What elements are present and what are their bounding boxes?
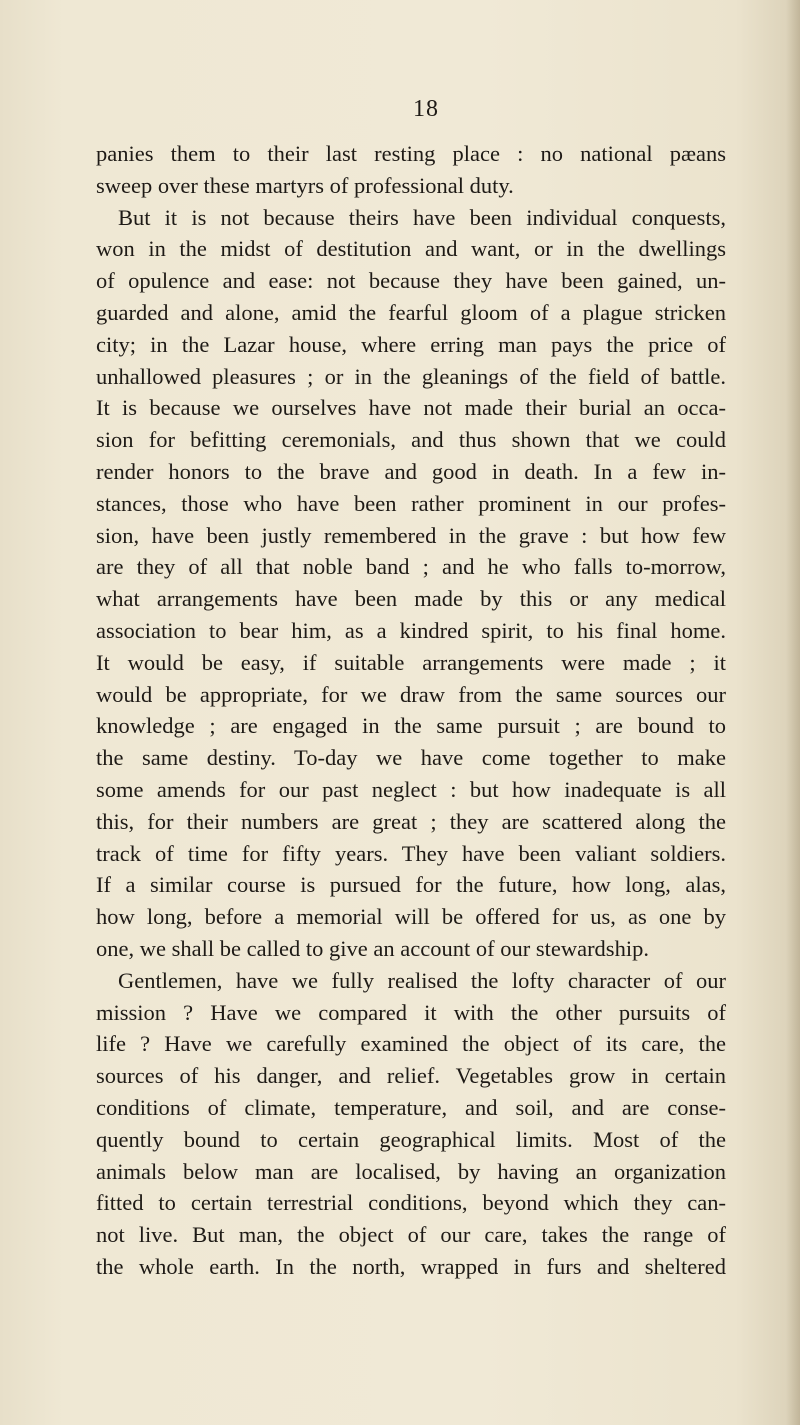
text-line: life ? Have we carefully examined the object of its care, the: [96, 1031, 726, 1057]
text-line: would be appropriate, for we draw from the same sources our: [96, 681, 726, 707]
text-line: of opulence and ease: not because they have been gained, un-: [96, 268, 726, 294]
text-line: the same destiny. To-day we have come together to make: [96, 745, 726, 771]
text-line: panies them to their last resting place : no national pæans: [96, 141, 726, 166]
text-line: But it is not because theirs have been individual conquests,: [118, 204, 726, 230]
text-line: are they of all that noble band ; and he who falls to-morrow,: [96, 554, 726, 580]
text-line: Gentlemen, have we fully realised the lofty character of our: [118, 967, 726, 993]
page-edge-shadow: [786, 0, 800, 1425]
body-text: [96, 138, 726, 1283]
text-line: sweep over these martyrs of professional duty.: [96, 172, 514, 198]
text-line: won in the midst of destitution and want, or in the dwellings: [96, 236, 726, 262]
text-line: what arrangements have been made by this or any medical: [96, 586, 726, 612]
text-line: quently bound to certain geographical limits. Most of the: [96, 1126, 726, 1152]
text-line: some amends for our past neglect : but how inadequate is all: [96, 776, 726, 802]
text-line: guarded and alone, amid the fearful gloom of a plague stricken: [96, 299, 726, 325]
text-line: one, we shall be called to give an account of our stewardship.: [96, 935, 649, 961]
text-line: It would be easy, if suitable arrangements were made ; it: [96, 649, 726, 675]
text-line: conditions of climate, temperature, and soil, and are conse-: [96, 1094, 726, 1120]
text-line: It is because we ourselves have not made their burial an occa-: [96, 395, 726, 421]
text-line: city; in the Lazar house, where erring man pays the price of: [96, 331, 726, 357]
text-line: render honors to the brave and good in death. In a few in-: [96, 458, 726, 484]
text-line: the whole earth. In the north, wrapped in furs and sheltered: [96, 1253, 726, 1279]
text-line: fitted to certain terrestrial conditions, beyond which they can-: [96, 1190, 726, 1216]
text-line: not live. But man, the object of our care, takes the range of: [96, 1222, 726, 1248]
text-line: sources of his danger, and relief. Vegetables grow in certain: [96, 1063, 726, 1089]
text-line: this, for their numbers are great ; they are scattered along the: [96, 808, 726, 834]
text-line: association to bear him, as a kindred spirit, to his final home.: [96, 617, 726, 643]
text-line: unhallowed pleasures ; or in the gleanings of the field of battle.: [96, 363, 726, 389]
text-line: animals below man are localised, by having an organization: [96, 1158, 726, 1184]
text-line: knowledge ; are engaged in the same pursuit ; are bound to: [96, 713, 726, 739]
text-line: track of time for fifty years. They have been valiant soldiers.: [96, 840, 726, 866]
text-line: mission ? Have we compared it with the other pursuits of: [96, 999, 726, 1025]
text-line: sion for befitting ceremonials, and thus shown that we could: [96, 427, 726, 453]
page-number: 18: [413, 96, 439, 122]
text-line: sion, have been justly remembered in the grave : but how few: [96, 522, 726, 548]
text-line: If a similar course is pursued for the future, how long, alas,: [96, 872, 726, 898]
text-line: stances, those who have been rather prominent in our profes-: [96, 490, 726, 516]
text-line: how long, before a memorial will be offered for us, as one by: [96, 904, 726, 930]
